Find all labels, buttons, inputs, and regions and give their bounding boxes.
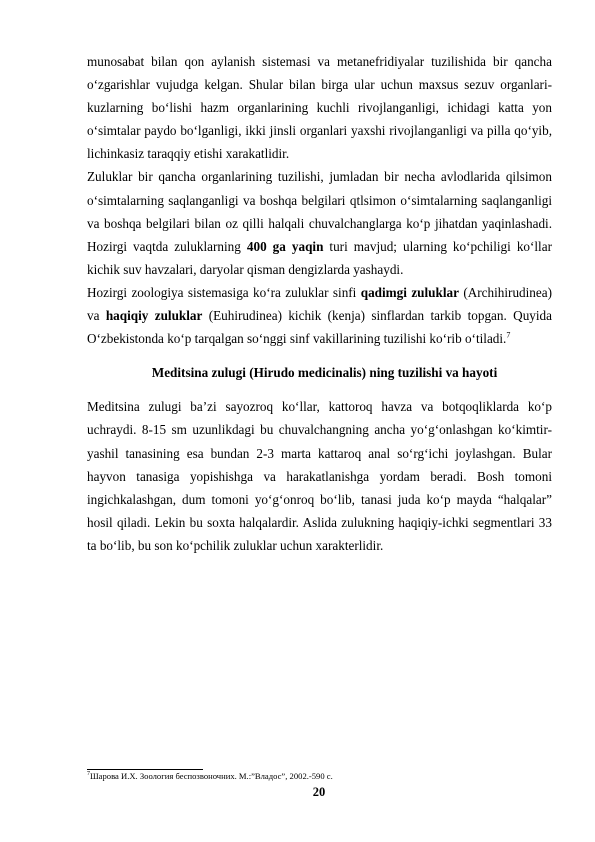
- footnote-divider: [87, 769, 203, 770]
- text-run: (Archihirudinea) va: [87, 284, 552, 324]
- page-number: 20: [312, 785, 326, 799]
- footnote: [87, 771, 333, 782]
- paragraph: [87, 165, 552, 280]
- paragraph: Meditsina zulugi ba’zi sayozroq ko‘llar, kattoroq havza va botqoqliklarda ko‘p uchraydi. 8-15 sm uzunlikdagi bu chuvalchangning ancha yo‘g‘onlashgan ko‘kimtir-yashil tanasining esa bundan 2-3 marta kattaroq anal so‘rg‘ichi joylashgan. Bular hayvon tanasiga yopishishga va harakatlanishga yordam beradi. Bosh tomoni ingichkalashgan, dum tomoni yo‘g‘onroq bo‘lib, tanasi juda ko‘p mayda “halqalar” hosil qiladi. Lekin bu soxta halqalardir. Aslida zulukning haqiqiy-ichki segmentlari 33 ta bo‘lib, bu son ko‘pchilik zuluklar uchun xarakterlidir.: [87, 399, 552, 553]
- text-run: Zuluklar bir qancha organlarining tuzilishi, jumladan bir necha avlodlarida qilsimon o‘simtalarning saqlanganligi va boshqa belgilari qtlsimon o‘simtalarning saqlanganligi va boshqa belgilari bilan oz qilli halqali chuvalchanglarga ko‘p jihatdan yaqinlashadi. Hozirgi vaqtda zuluklarning: [87, 169, 552, 254]
- body-text: [87, 50, 552, 557]
- footnote-text: Шарова И.Х. Зоология беспозвоночних. М.:”Владос”, 2002.-590 с.: [90, 771, 333, 781]
- section-heading: Meditsina zulugi (Hirudo medicinalis) ning tuzilishi va hayoti: [151, 365, 498, 381]
- bold-term: 400 ga yaqin: [246, 238, 324, 254]
- footnote-ref: 7: [506, 330, 511, 340]
- bold-term: qadimgi zuluklar: [360, 284, 459, 300]
- text-run: turi mavjud; ularning ko‘pchiligi ko‘llar kichik suv havzalari, daryolar qisman dengizlarda yashaydi.: [87, 238, 552, 277]
- text-run: (Euhirudinea) kichik (kenja) sinflardan tarkib topgan. Quyida O‘zbekistonda ko‘p tarqalgan so‘nggi sinf vakillarining tuzilishi ko‘rib o‘tiladi.: [87, 308, 552, 347]
- footnote-mark: 7: [87, 771, 90, 778]
- text-run: Hozirgi zoologiya sistemasiga ko‘ra zuluklar sinfi: [87, 284, 361, 300]
- bold-term: haqiqiy zuluklar: [105, 308, 203, 324]
- text-run: munosabat bilan qon aylanish sistemasi va metanefridiyalar tuzilishida bir qancha o‘zgarishlar vujudga kelgan. Shular bilan birga ular uchun maxsus sezuv organlari-kuzlarning bo‘lishi hazm organlarining kuchli rivojlanganligi, ichidagi katta yon o‘simtalar paydo bo‘lganligi, ikki jinsli organlari yaxshi rivojlanganligi va pilla qo‘yib, lichinkasiz taraqqiy etishi xarakatlidir.: [87, 54, 552, 162]
- paragraph: [87, 50, 552, 165]
- paragraph: [87, 281, 552, 350]
